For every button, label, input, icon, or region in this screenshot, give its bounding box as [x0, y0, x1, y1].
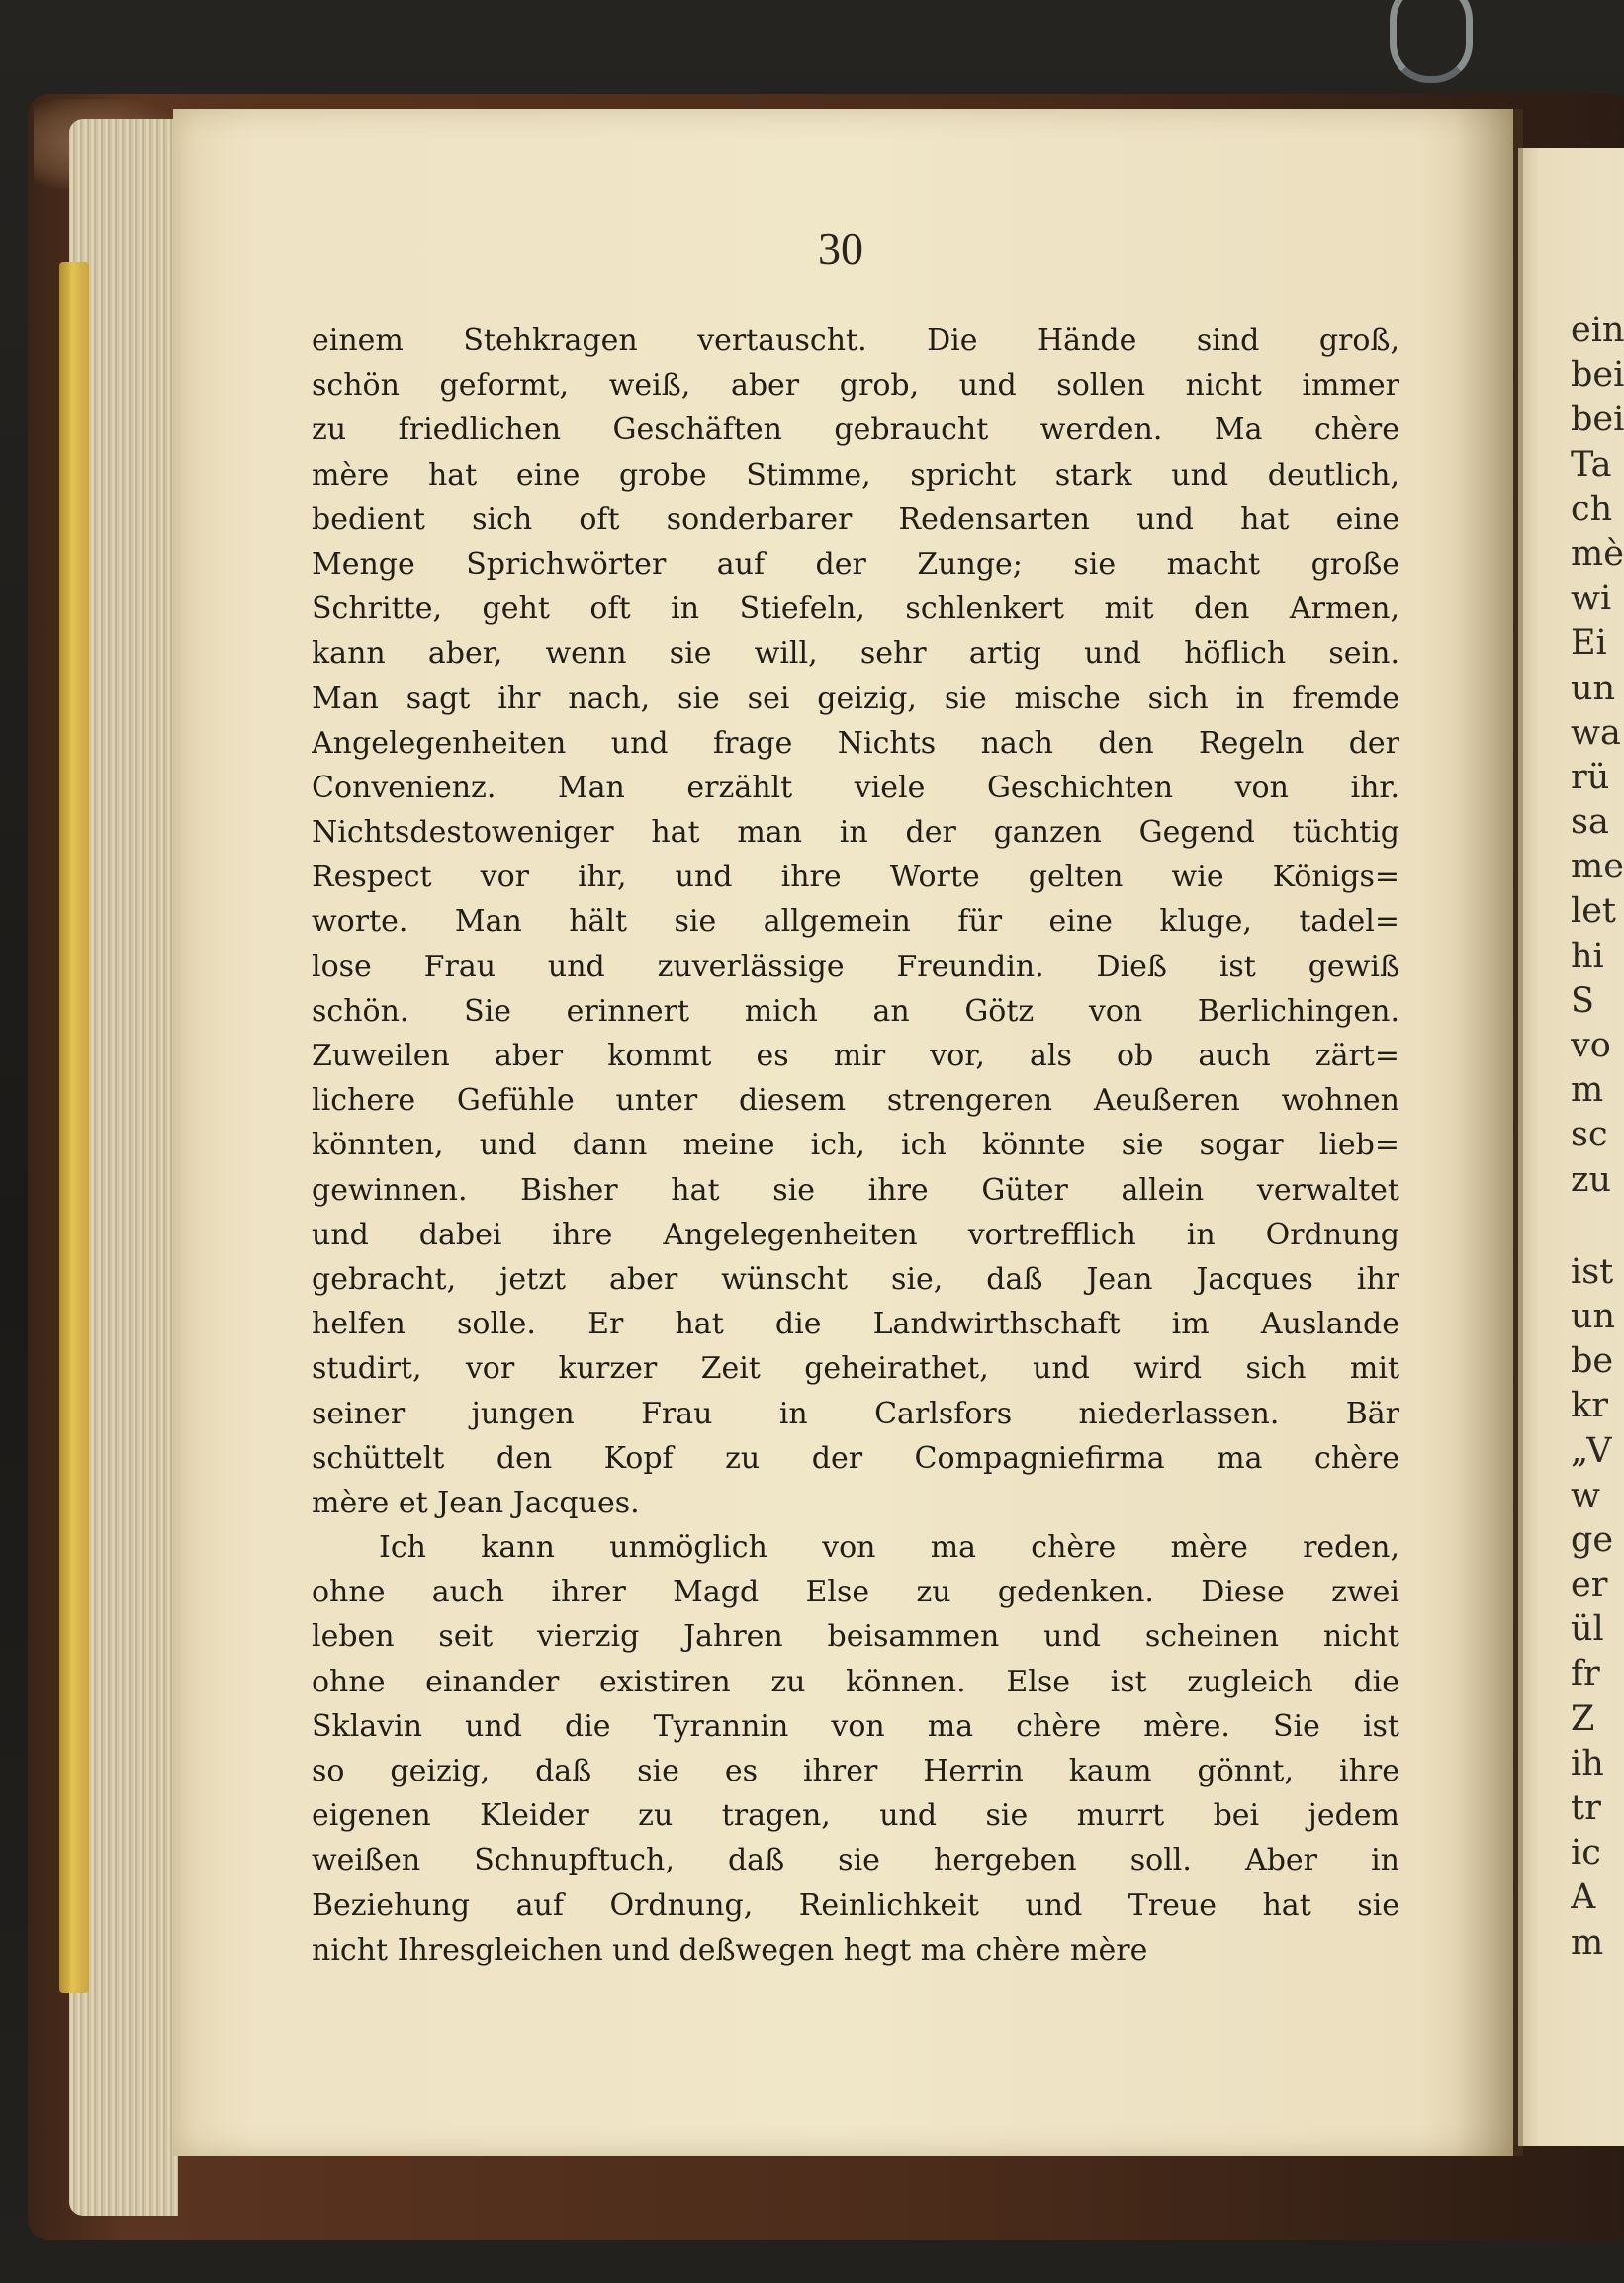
opposite-line: ge: [1571, 1519, 1614, 1560]
text-line: schüttelt den Kopf zu der Compagniefirma ma chère: [312, 1440, 1399, 1476]
gutter-shadow: [1454, 109, 1523, 2156]
opposite-line: sc: [1571, 1115, 1608, 1155]
text-line: Convenienz. Man erzählt viele Geschichten von ihr.: [312, 770, 1399, 805]
text-line: Angelegenheiten und frage Nichts nach den Regeln der: [312, 725, 1399, 761]
text-line: lose Frau und zuverlässige Freundin. Dieß ist gewiß: [312, 949, 1399, 984]
text-line: weißen Schnupftuch, daß sie hergeben soll. Aber in: [312, 1843, 1399, 1878]
text-line: Ich kann unmöglich von ma chère mère reden,: [379, 1530, 1399, 1566]
opposite-line: A: [1571, 1877, 1596, 1918]
opposite-line: be: [1571, 1341, 1614, 1382]
text-line: Schritte, geht oft in Stiefeln, schlenkert mit den Armen,: [312, 592, 1399, 627]
text-line: Nichtsdestoweniger hat man in der ganzen Gegend tüchtig: [312, 815, 1399, 851]
text-line: leben seit vierzig Jahren beisammen und scheinen nicht: [312, 1619, 1399, 1655]
text-line: Sklavin und die Tyrannin von ma chère mère. Sie ist: [312, 1708, 1399, 1744]
opposite-line: un: [1571, 668, 1616, 708]
opposite-line: mè: [1571, 533, 1624, 574]
opposite-line: let: [1571, 891, 1616, 932]
opposite-line: vo: [1571, 1026, 1611, 1065]
text-line: Zuweilen aber kommt es mir vor, als ob auch zärt=: [312, 1039, 1399, 1073]
opposite-line: S: [1571, 980, 1594, 1021]
page-text: [312, 319, 1399, 1972]
text-line: bedient sich oft sonderbarer Redensarten und hat eine: [312, 502, 1399, 537]
opposite-line: bei: [1571, 400, 1624, 440]
opposite-line: sa: [1571, 802, 1609, 843]
wire-ring: [1390, 0, 1473, 83]
opposite-line: me: [1571, 847, 1624, 887]
text-line: einem Stehkragen vertauscht. Die Hände sind groß,: [312, 323, 1399, 358]
text-line: schön. Sie erinnert mich an Götz von Berlichingen.: [312, 993, 1399, 1029]
text-line: Respect vor ihr, und ihre Worte gelten wie Königs=: [312, 860, 1399, 895]
text-line: worte. Man hält sie allgemein für eine kluge, tadel=: [312, 904, 1399, 940]
opposite-line: tr: [1571, 1788, 1601, 1828]
opposite-line: Z: [1571, 1698, 1595, 1739]
text-line: gebracht, jetzt aber wünscht sie, daß Jean Jacques ihr: [312, 1261, 1399, 1297]
opposite-line: „V: [1571, 1430, 1612, 1471]
page-edges-gilt: [59, 262, 89, 1993]
text-line: studirt, vor kurzer Zeit geheirathet, und wird sich mit: [312, 1351, 1399, 1387]
opposite-line: ch: [1571, 489, 1613, 529]
text-line: nicht Ihresgleichen und deßwegen hegt ma chère mère: [312, 1932, 1148, 1967]
paragraph-gap: [1571, 1203, 1624, 1250]
text-line: ohne einander existiren zu können. Else ist zugleich die: [312, 1664, 1399, 1699]
text-line: Man sagt ihr nach, sie sei geizig, sie mische sich in fremde: [312, 681, 1399, 716]
text-line: kann aber, wenn sie will, sehr artig und höflich sein.: [312, 636, 1399, 672]
opposite-line: bei: [1571, 355, 1624, 396]
opposite-line: rü: [1571, 757, 1610, 797]
opposite-line: un: [1571, 1296, 1616, 1336]
text-line: schön geformt, weiß, aber grob, und sollen nicht immer: [312, 368, 1399, 404]
opposite-line: ic: [1571, 1833, 1601, 1873]
opposite-line: ül: [1571, 1609, 1604, 1650]
opposite-page-lines: [1571, 309, 1624, 1965]
text-line: Menge Sprichwörter auf der Zunge; sie macht große: [312, 546, 1399, 582]
opposite-line: m: [1571, 1922, 1604, 1963]
opposite-line: er: [1571, 1565, 1608, 1605]
text-line: mère hat eine grobe Stimme, spricht stark und deutlich,: [312, 457, 1399, 493]
text-line: helfen solle. Er hat die Landwirthschaft im Auslande: [312, 1307, 1399, 1342]
opposite-line: w: [1571, 1475, 1600, 1515]
text-line: ohne auch ihrer Magd Else zu gedenken. Diese zwei: [312, 1575, 1399, 1610]
opposite-line: zu: [1571, 1159, 1611, 1200]
text-line: und dabei ihre Angelegenheiten vortrefflich in Ordnung: [312, 1217, 1399, 1252]
text-line: eigenen Kleider zu tragen, und sie murrt bei jedem: [312, 1798, 1399, 1834]
text-line: lichere Gefühle unter diesem strengeren Aeußeren wohnen: [312, 1083, 1399, 1119]
opposite-line: fr: [1571, 1654, 1600, 1694]
opposite-line: wa: [1571, 712, 1621, 753]
opposite-line: ein: [1571, 311, 1624, 350]
text-line: gewinnen. Bisher hat sie ihre Güter allein verwaltet: [312, 1172, 1399, 1208]
opposite-line: Ei: [1571, 623, 1607, 664]
text-line: zu friedlichen Geschäften gebraucht werden. Ma chère: [312, 412, 1399, 448]
text-line: mère et Jean Jacques.: [312, 1485, 640, 1520]
opposite-line: ist: [1571, 1251, 1614, 1292]
text-line: seiner jungen Frau in Carlsfors niederlassen. Bär: [312, 1396, 1399, 1431]
opposite-line: m: [1571, 1070, 1604, 1111]
opposite-line: ih: [1571, 1743, 1604, 1783]
opposite-line: kr: [1571, 1386, 1608, 1426]
text-line: so geizig, daß sie es ihrer Herrin kaum gönnt, ihre: [312, 1754, 1399, 1788]
opposite-line: hi: [1571, 936, 1604, 976]
text-line: Beziehung auf Ordnung, Reinlichkeit und Treue hat sie: [312, 1887, 1399, 1923]
opposite-line: Ta: [1571, 444, 1612, 485]
opposite-line: wi: [1571, 579, 1612, 619]
page-number: 30: [818, 224, 863, 274]
text-line: könnten, und dann meine ich, ich könnte sie sogar lieb=: [312, 1128, 1399, 1163]
